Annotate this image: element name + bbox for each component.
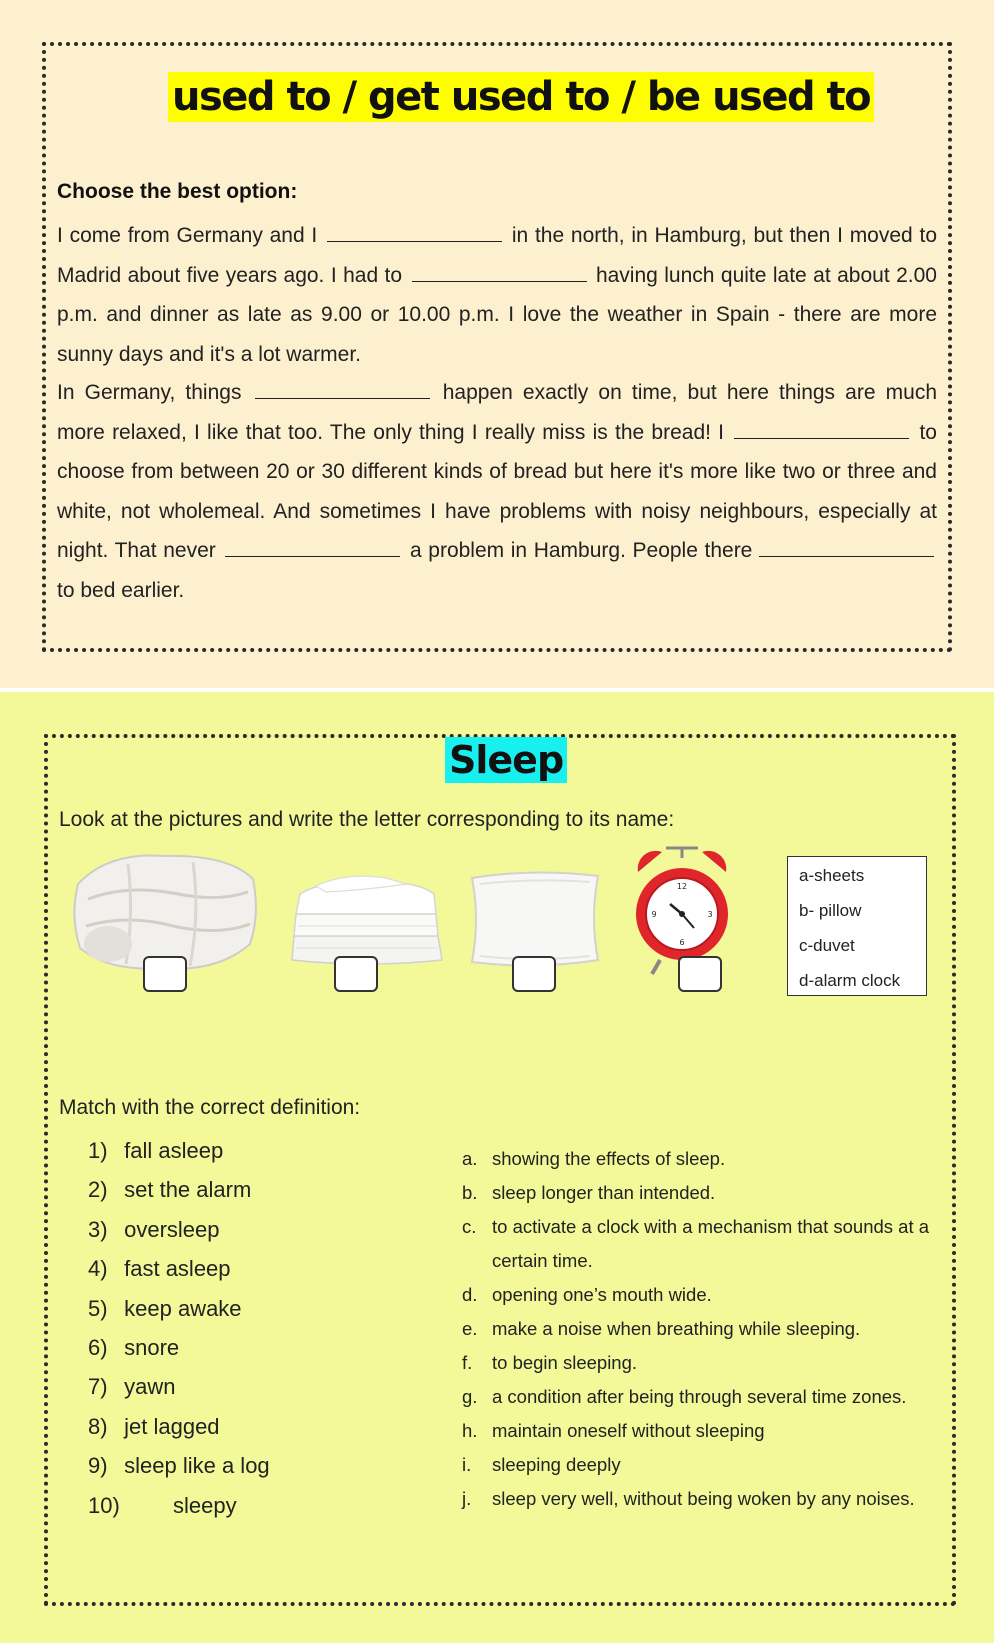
list-item: f. to begin sleeping.	[462, 1352, 638, 1373]
clock-number: 6	[679, 938, 685, 947]
section-title: Sleep	[445, 737, 567, 783]
text-segment: In Germany, things	[57, 381, 242, 404]
list-item: b. sleep longer than intended.	[462, 1182, 716, 1203]
clock-number: 12	[676, 882, 688, 891]
legend-item: b- pillow	[799, 901, 862, 920]
paragraph-1	[57, 216, 937, 374]
sleep-section	[0, 692, 994, 1643]
instruction: Look at the pictures and write the letter corresponding to its name:	[59, 808, 675, 831]
list-item: e. make a noise when breathing while sleeping.	[462, 1318, 861, 1339]
blank-3[interactable]	[255, 378, 430, 399]
list-item: 4) fast asleep	[88, 1256, 231, 1282]
match-instruction: Match with the correct definition:	[59, 1096, 361, 1119]
list-item: 8) jet lagged	[88, 1413, 220, 1439]
text-segment: in the north, in Hamburg, but then I moved to Madrid about five years ago. I had to	[57, 224, 938, 287]
blank-1[interactable]	[327, 221, 502, 242]
used-to-section	[0, 0, 994, 688]
list-item: d. opening one’s mouth wide.	[462, 1284, 712, 1305]
pillow-picture	[466, 870, 604, 968]
answer-box-alarm-clock[interactable]	[678, 956, 722, 992]
text-segment: to choose from between 20 or 30 different kinds of bread but here it's more like two or three and white, not wholemeal. And sometimes I have problems with noisy neighbours, especially at night. That never	[57, 420, 937, 562]
list-item: j. sleep very well, without being woken by any noises.	[462, 1488, 915, 1509]
list-item: g. a condition after being through several time zones.	[462, 1386, 907, 1407]
word-legend	[787, 856, 927, 996]
blank-6[interactable]	[759, 536, 934, 557]
text-segment: I come from Germany and I	[57, 224, 318, 247]
legend-item: a-sheets	[799, 866, 865, 885]
answer-box-pillow[interactable]	[512, 956, 556, 992]
list-item: 6) snore	[88, 1334, 180, 1360]
list-item: 2) set the alarm	[88, 1177, 252, 1203]
legend-item: c-duvet	[799, 936, 855, 955]
clock-number: 3	[707, 910, 713, 919]
terms-list	[88, 1136, 270, 1530]
list-item: h. maintain oneself without sleeping	[462, 1420, 765, 1441]
paragraph-2	[57, 373, 937, 610]
list-item: 5) keep awake	[88, 1295, 242, 1321]
clock-number: 9	[651, 910, 657, 919]
blank-4[interactable]	[734, 418, 909, 439]
sheets-picture	[286, 870, 446, 970]
definitions-list	[462, 1142, 932, 1516]
list-item: 10) sleepy	[88, 1492, 237, 1518]
list-item: 3) oversleep	[88, 1216, 220, 1242]
blank-2[interactable]	[412, 261, 587, 282]
answer-box-sheets[interactable]	[334, 956, 378, 992]
list-item: c. to activate a clock with a mechanism that sounds at a certain time.	[462, 1216, 930, 1271]
text-segment: to bed earlier.	[57, 578, 185, 602]
text-segment: happen exactly on time, but here things are much more relaxed, I like that too. The only thing I really miss is the bread! I	[57, 381, 938, 444]
list-item: 9) sleep like a log	[88, 1453, 270, 1479]
section-title: used to / get used to / be used to	[168, 72, 874, 122]
blank-5[interactable]	[225, 536, 400, 557]
legend-item: d-alarm clock	[799, 971, 901, 990]
list-item: a. showing the effects of sleep.	[462, 1148, 726, 1169]
text-segment: having lunch quite late at about 2.00 p.m. and dinner as late as 9.00 or 10.00 p.m. I love the weather in Spain - there are more sunny days and it's a lot warmer.	[57, 263, 937, 366]
answer-box-duvet[interactable]	[143, 956, 187, 992]
text-segment: a problem in Hamburg. People there	[409, 539, 753, 562]
list-item: 1) fall asleep	[88, 1138, 224, 1163]
instruction: Choose the best option:	[57, 180, 298, 203]
list-item: 7) yawn	[88, 1374, 176, 1400]
list-item: i. sleeping deeply	[462, 1454, 621, 1475]
